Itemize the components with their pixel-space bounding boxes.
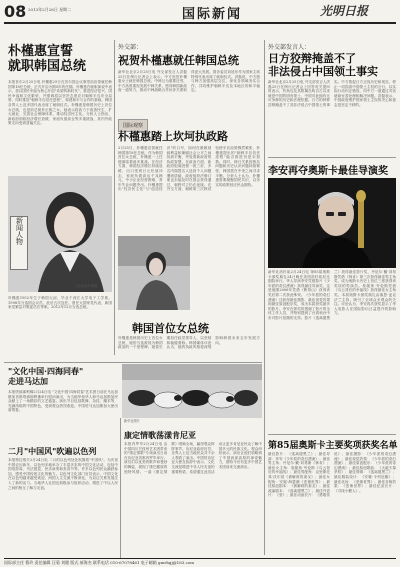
section-title: 国际新闻 xyxy=(182,7,243,22)
park-headline xyxy=(8,44,86,74)
first-female-headline: 韩国首位女总统 xyxy=(132,322,209,335)
cattle-photo xyxy=(122,364,262,418)
ang-lee-body: 新华社洛杉矶2月24日电 第85届奥斯卡颁奖典礼24日晚在美国洛杉矶杜比剧院举行。华人导演李安凭借影片《少年派的奇幻漂流》获得最佳导演奖，这是他继2006年凭借《断背山》获得该奖后第二次获此殊荣。《少年派的奇幻漂流》还获得最佳摄影、最佳视觉效果和最佳原创配乐奖，成为本届获奖最多的影片。李安在领奖时感谢了影片的全体工作人员，并特别提到了台湾和台中市对影片拍摄的支持。影片《逃离德黑兰》获得最佳影片奖，丹尼尔·戴-刘易斯凭借《林肯》第三次获得最佳男主角奖，成为奥斯卡历史上首位三度获得该奖项的男演员。詹妮弗·劳伦斯凭借《乌云背后的幸福线》获得最佳女主角奖。本届奥斯卡颁奖典礼由塞思·麦克法兰主持，吸引了全球众多观众的关注。评论认为，李安再次获奖显示了华人电影人在国际影坛日益提升的影响力。 xyxy=(268,270,396,320)
culture-headline xyxy=(8,366,83,386)
culture-headline-line2: 走进马达加 xyxy=(8,376,48,386)
oscar-list-headline: 第85届奥斯卡主要奖项获奖名单 xyxy=(268,441,398,451)
congrats-kicker: 外交部： xyxy=(118,44,143,51)
section-divider xyxy=(268,434,396,435)
kenya-headline: 康定情歌荡漾肯尼亚 xyxy=(124,430,196,440)
japan-headline xyxy=(268,52,378,78)
section-divider xyxy=(4,362,262,363)
japan-kicker: 外交部发言人： xyxy=(268,44,311,51)
chinese-wind-headline: 二月"中国风"吹遍以色列 xyxy=(8,446,97,456)
issue-date: 2013年2月26日 星期二 xyxy=(28,7,72,12)
oscar-list-body: 最佳影片：《逃离德黑兰》；最佳导演：李安《少年派的奇幻漂流》；最佳男主角：丹尼尔·戴-刘易斯《林肯》；最佳女主角：詹妮弗·劳伦斯《乌云背后的幸福线》；最佳男配角：克里斯托弗·沃尔兹《被解救的姜戈》；最佳女配角：安妮·海瑟薇《悲惨世界》；最佳原创剧本：《被解救的姜戈》；最佳改编剧本：《逃离德黑兰》；最佳外语片：《爱》；最佳动画长片：《勇敢传说》；最佳摄影：《少年派的奇幻漂流》；最佳视觉效果：《少年派的奇幻漂流》；最佳原创配乐：《少年派的奇幻漂流》；最佳原创歌曲：《大破天幕杀机》；最佳剪辑：《逃离德黑兰》；最佳服装设计：《安娜·卡列尼娜》；最佳化妆：《悲惨世界》；最佳音响效果：《悲惨世界》；最佳纪录长片：《寻找小糖人》。 xyxy=(268,452,396,498)
newspaper-logo: 光明日报 xyxy=(320,4,369,18)
person-label: 新闻人物 xyxy=(15,217,24,245)
challenges-headline: 朴槿惠踏上坎坷执政路 xyxy=(118,130,228,143)
column-divider xyxy=(114,40,115,355)
ang-lee-headline: 李安再夺奥斯卡最佳导演奖 xyxy=(268,166,388,177)
japan-headline-line2: 非法侵占中国领土事实 xyxy=(268,65,378,78)
chinese-wind-body: 本报特拉维夫2月24日电 二月的以色列处处吹拂着"中国风"。为庆祝中国农历新年，以色列多地举办了丰富多彩的中国文化活动，包括中国电影周、书法展览、民乐演奏和美食节等。许多以色列民众踊跃参加，感受中国传统文化的魅力。以色列文化部门官员表示，中国文化在以色列越来越受欢迎，两国人文交流不断深化，为双边关系发展注入了新的活力。当地华人社团也积极参与组织活动，增进了中以人民之间的相互了解与友谊。 xyxy=(8,458,118,490)
culture-body: 本报塔那那利佛2月24日电 "文化中国·四海同春"艺术团日前在马达加斯加首都塔那那利佛举行慰问演出，为当地华侨华人和马达加斯加民众献上了一场精彩的文艺盛宴。演出节目包括歌舞、杂技、魔术等，充满浓郁的中国特色，受到观众热烈欢迎。中国驻马达加斯加大使出席观看。 xyxy=(8,390,118,413)
cattle-caption: 新华社照片 xyxy=(124,419,140,423)
park-headline-line1: 朴槿惠宣誓 xyxy=(8,44,74,59)
kenya-body: 本报内罗毕2月24日电 由中国四川甘孜州艺术团带来的"康定情歌"专场演出日前在肯尼亚首都内罗毕举行。演员们以优美的歌声和曼妙的舞姿，展现了康巴藏族的独特风情。一曲《康定情歌》唱响全场，赢得观众阵阵掌声。肯尼亚政府官员、各界人士及当地民众共千余人观看了演出。中国驻肯尼亚大使在致辞中表示，文化交流是增进中非人民友谊的重要桥梁，希望通过此类活动让更多肯尼亚民众了解中国多元的民族文化。观众纷纷表示，演出让他们领略到了中国西部高原的神奇魅力，期待今后有更多中国艺术团前来交流演出。 xyxy=(124,442,262,474)
congrats-body: 新华社北京2月25日电 外交部发言人洪磊25日在例行记者会上表示，中方祝贺朴槿惠女士就任韩国总统。中韩互为重要近邻，中方高度重视发展中韩关系，愿同韩国新政府一道努力，推动中韩战略合作伙伴关系取得更大发展。国务委员刘延东作为国家主席特别代表出席了就职仪式。洪磊说，中方愿与韩方加强高层交往，深化各领域务实合作，共同维护朝鲜半岛及本地区的和平稳定。 xyxy=(118,70,260,93)
person-label-box xyxy=(10,216,28,270)
park-ceremony-photo xyxy=(118,236,190,310)
portrait-caption: 八宽新闻/朴槿惠 xyxy=(74,284,98,288)
column-divider xyxy=(120,418,121,558)
japan-body: 新华社北京2月25日电 外交部发言人洪磊25日在例行记者会上回答有关提问时表示，钓鱼岛及其附属岛屿自古以来就是中国的固有领土，中国对此拥有无可争辩的历史和法理依据。日方的种种狡辩掩盖不了其非法侵占中国领土的事实。中方敦促日方正视历史和现实，停止一切损害中国领土主权的言行，以实际行动纠正错误，同中方一道通过对话磋商妥善处理和解决问题。洪磊表示，中国政府维护国家领土主权的决心和意志是坚定不移的。 xyxy=(268,80,396,107)
park-article-body: 本报首尔2月25日电 朴槿惠25日在首尔国会议事堂前宣誓就任韩国第18任总统，正式开启为期5年的任期。朴槿惠在就职演说中表示，将以国民幸福为核心开创"希望的新时代"，推进经济复兴、国民幸福和文化繁荣，并强调将以坚决态度应对朝鲜半岛安全局势，同时推进"朝鲜半岛信任进程"，构建和平与合作的基础。韩国各界人士及多国代表出席了就职仪式。朴槿惠是韩国历史上首位女总统，也是前总统朴正熙之女。她表示将致力于改善民生、扩大就业、完善社会保障体系，推动经济民主化。分析人士指出，新政府面临经济增长放缓、家庭负债高企等多重挑战，其内外政策走向受到普遍关注。 xyxy=(8,80,112,126)
page-number: 08 xyxy=(4,2,27,21)
observation-tag: 国际观察 xyxy=(118,119,148,132)
congrats-headline: 祝贺朴槿惠就任韩国总统 xyxy=(118,54,239,67)
ang-lee-photo xyxy=(268,178,396,268)
park-headline-line2: 就职韩国总统 xyxy=(8,59,87,74)
park-bio-text: 朴槿惠1952年生于韩国大邱，毕业于西江大学电子工学系。1998年当选国会议员，此后五次连任。曾任大国家党代表、新国家党紧急对策委员长等职。2012年12月当选总统。 xyxy=(8,296,112,310)
section-divider xyxy=(268,157,396,158)
first-female-body: 朴槿惠是韩国历史上首位女总统，她的当选被视为韩国政治的一个里程碑。她曾长期担任政党领导人，以坚韧和稳健著称。韩国媒体评论认为，她的执政风格将深刻影响韩国未来五年发展方向。 xyxy=(118,336,260,350)
culture-headline-line1: "文化中国·四海同春" xyxy=(8,366,84,376)
challenges-body: 2月25日，朴槿惠宣誓就任韩国第18任总统。作为韩国首位女总统，朴槿惠一上任便面临着诸多挑战。在经济方面，韩国经济增长持续放缓，出口受到日元贬值冲击，家庭负债高达千兆韩元，中小企业经营困难，青年失业问题突出。朴槿惠提出"经济民主化"与"创造经济"的口号，如何在照顾财阀利益和兼顾社会公平之间找到平衡，考验着新政府的执政智慧。在政治方面，新政府组阁进程一波三折，多名内阁提名人选因个人问题遭到质疑，政府组织法修订案也未能及时在国会获得通过，朝野对立仍在延续。在外交方面，朝鲜第三次核试验使半岛局势骤然紧张，朴槿惠提出的"朝鲜半岛信任进程"能否推进仍是未知数。同时，韩日关系因独岛问题和历史认识问题持续紧张，韩国需在中美之间寻求平衡。分析人士认为，朴槿惠需要凝聚国民共识，以务实的政策回应民众期待。 xyxy=(118,146,260,192)
japan-headline-line1: 日方狡辩掩盖不了 xyxy=(268,52,356,65)
masthead-rule xyxy=(4,22,396,24)
page-footer: 国际部主任 曹玲 责任编辑 汪菊 刘健 版式 郝海杰 联系电话 010-67078461 电子邮箱 gmrbgj@163.com xyxy=(4,558,396,566)
column-divider xyxy=(264,40,265,555)
